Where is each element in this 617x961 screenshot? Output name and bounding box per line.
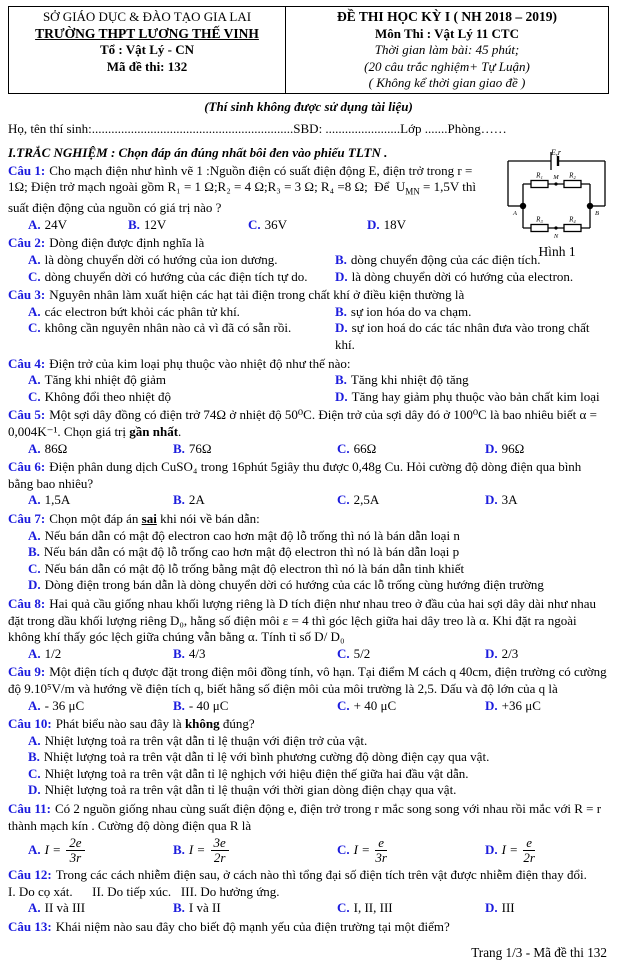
- question-5: [8, 407, 609, 457]
- option-letter: A.: [28, 841, 41, 857]
- option-text: Nếu bán dẫn có mật độ lỗ trống bằng mật độ electron thì nó là bán dẫn tinh khiết: [44, 560, 465, 576]
- option-text: + 40 μC: [353, 697, 397, 713]
- figure-caption: Hình 1: [538, 244, 576, 259]
- question-label: Câu 7:: [8, 510, 46, 526]
- question-9: [8, 664, 609, 714]
- option-a: [28, 252, 335, 269]
- question-text: Điện trở của kim loại phụ thuộc vào nhiệt độ như thế nào:: [49, 355, 351, 371]
- option-c: [28, 389, 335, 406]
- figure-hinh-1: [502, 146, 612, 259]
- question-text: Hai quả cầu giống nhau khối lượng riêng là D tích điện như nhau treo ở đầu của hai sợi dây dài như nhau đặt trong dầu khối lượng riêng D₀, hằng số điện môi ε = 4 thì góc lệch giữa hai dây treo là α. Khi đặt ra ngoài không khí thấy góc lệch giữa chúng vẫn bằng α. Tính tỉ số D/ D₀: [8, 595, 600, 645]
- subscript-mn: MN: [405, 186, 420, 197]
- option-a: [28, 900, 173, 917]
- option-d: [485, 646, 609, 663]
- student-info-line: Họ, tên thí sinh:..............................................................SBD: .......................Lớp .......Phòng……: [8, 121, 507, 136]
- option-letter: B.: [335, 303, 347, 319]
- option-text: 2/3: [501, 645, 519, 661]
- fraction: [375, 836, 387, 865]
- question-label: Câu 2:: [8, 235, 46, 251]
- option-text: Tăng khi nhiệt độ tăng: [350, 372, 469, 388]
- option-text: 66Ω: [353, 440, 377, 456]
- option-text: Tăng hay giảm phụ thuộc vào bản chất kim loại: [351, 388, 600, 404]
- question-bold-text: không: [184, 716, 220, 732]
- option-c: [28, 269, 335, 286]
- question-6: [8, 459, 609, 509]
- options-grid: [8, 372, 609, 405]
- option-d: [335, 389, 609, 406]
- option-letter: D.: [28, 782, 41, 798]
- circuit-diagram: [502, 146, 612, 244]
- option-letter: B.: [28, 544, 40, 560]
- option-letter: C.: [337, 697, 350, 713]
- option-c: [337, 836, 485, 865]
- exam-note: ( Không kể thời gian giao đề ): [368, 75, 526, 90]
- node-b-dot: [587, 203, 593, 209]
- fraction-numerator: e: [375, 836, 387, 851]
- option-a: [28, 492, 173, 509]
- option-letter: B.: [173, 900, 185, 916]
- option-letter: C.: [337, 900, 350, 916]
- school-name: TRƯỜNG THPT LƯƠNG THẾ VINH: [35, 25, 259, 41]
- label-a: A: [513, 210, 517, 217]
- question-text: Dòng điện được định nghĩa là: [49, 235, 205, 251]
- section-heading: I.TRẮC NGHIỆM : Chọn đáp án đúng nhất bôi đen vào phiếu TLTN .: [8, 144, 388, 160]
- option-a: [28, 372, 335, 389]
- option-a: [28, 304, 335, 321]
- option-text: Nhiệt lượng toả ra trên vật dẫn tỉ lệ thuận với thời gian dòng điện chạy qua vật.: [44, 782, 457, 798]
- fraction-denominator: 2r: [213, 850, 226, 866]
- question-text: = 1,5V thì suất điện động của nguồn có giá trị nào ?: [8, 179, 480, 216]
- question-text: Phát biểu nào sau đây là: [55, 716, 185, 732]
- option-letter: C.: [248, 216, 261, 232]
- option-text: 12V: [143, 216, 167, 232]
- node-m-dot: [554, 182, 557, 185]
- option-letter: B.: [173, 440, 185, 456]
- option-letter: C.: [28, 320, 41, 336]
- option-d: [485, 836, 609, 865]
- option-letter: D.: [485, 492, 498, 508]
- option-letter: A.: [28, 645, 41, 661]
- option-text: là dòng chuyển dời có hướng của ion dương.: [44, 252, 278, 268]
- option-text: Nhiệt lượng toả ra trên vật dẫn tỉ lệ nghịch với hiệu điện thế giữa hai đầu vật dẫn.: [44, 765, 469, 781]
- option-text: I và II: [188, 900, 221, 916]
- option-text: Nhiệt lượng toả ra trên vật dẫn tỉ lệ với bình phương cường độ dòng điện cạy qua vật.: [43, 749, 490, 765]
- exam-header: [8, 6, 609, 94]
- option-letter: D.: [485, 645, 498, 661]
- option-a: [28, 646, 173, 663]
- option-text: Nếu bán dẫn có mật độ electron cao hơn mật độ lỗ trống thì nó là bán dẫn loại n: [44, 527, 460, 543]
- option-d: [28, 577, 609, 594]
- option-c: [28, 766, 609, 783]
- resistor-r3: [531, 225, 548, 232]
- question-text: Trong các cách nhiễm điện sau, ở cách nào thì tổng đại số điện tích trên vật được nhiễm điện thay đổi.: [55, 867, 587, 883]
- option-text: Nhiệt lượng toả ra trên vật dẫn tỉ lệ thuận với điện trở của vật.: [44, 732, 368, 748]
- option-text: 96Ω: [501, 440, 525, 456]
- option-text: III: [501, 900, 515, 916]
- option-d: [28, 782, 609, 799]
- option-c: [248, 217, 367, 234]
- option-b: [173, 900, 337, 917]
- fraction-denominator: 2r: [523, 850, 535, 866]
- option-letter: A.: [28, 697, 41, 713]
- label-n: N: [553, 233, 559, 240]
- option-c: [28, 561, 609, 578]
- option-text: - 40 μC: [188, 697, 229, 713]
- option-a: [28, 698, 173, 715]
- question-label: Câu 6:: [8, 459, 46, 475]
- option-letter: C.: [337, 645, 350, 661]
- options-list: [8, 528, 609, 594]
- option-a: [28, 836, 173, 865]
- question-text: Điện phân dung dịch CuSO₄ trong 16phút 5giây thu được 0,48g Cu. Hỏi cường độ dòng điện qua bình bằng bao nhiêu?: [8, 459, 585, 491]
- option-letter: D.: [335, 388, 348, 404]
- option-letter: B.: [173, 697, 185, 713]
- question-8: [8, 596, 609, 662]
- question-label: Câu 5:: [8, 407, 46, 423]
- option-text: 18V: [383, 216, 407, 232]
- exam-format: (20 câu trắc nghiệm+ Tự Luận): [364, 58, 530, 74]
- exam-duration: Thời gian làm bài: 45 phút;: [374, 42, 520, 57]
- fraction: [523, 836, 535, 865]
- option-d: [485, 441, 609, 458]
- option-letter: A.: [28, 303, 41, 319]
- question-label: Câu 3:: [8, 287, 46, 303]
- header-exam-block: [286, 7, 608, 93]
- node-n-dot: [554, 226, 557, 229]
- option-b: [128, 217, 248, 234]
- option-letter: B.: [335, 372, 347, 388]
- question-label: Câu 1:: [8, 162, 46, 178]
- option-text: là dòng chuyển dời có hướng của electron.: [351, 268, 574, 284]
- option-text: 4/3: [188, 645, 206, 661]
- option-letter: C.: [28, 765, 41, 781]
- option-letter: A.: [28, 527, 41, 543]
- option-text: Nếu bán dẫn có mật độ lỗ trống cao hơn mật độ electron thì nó là bán dẫn loại p: [43, 544, 460, 560]
- option-letter: B.: [173, 841, 185, 857]
- option-letter: B.: [335, 252, 347, 268]
- option-letter: D.: [485, 841, 498, 857]
- question-bold-text: gần nhất: [129, 424, 179, 439]
- label-r3: R₃: [536, 215, 543, 224]
- question-text: Có 2 nguồn giống nhau cùng suất điện động e, điện trở trong r mắc song song với nhau rồi mắc với R = r thành mạch kín . Cường độ dòng điện qua R là: [8, 801, 605, 833]
- option-letter: B.: [173, 645, 185, 661]
- option-b: [173, 492, 337, 509]
- header-school-block: [9, 7, 286, 93]
- option-b: [335, 372, 609, 389]
- options-row: [8, 492, 609, 509]
- option-b: [28, 544, 609, 561]
- question-label: Câu 4:: [8, 355, 46, 371]
- question-3: [8, 287, 609, 353]
- option-letter: A.: [28, 732, 41, 748]
- page-footer: Trang 1/3 - Mã đề thi 132: [471, 944, 607, 960]
- label-r1: R₁: [536, 171, 543, 180]
- option-letter: D.: [485, 697, 498, 713]
- option-text: Không đổi theo nhiệt độ: [44, 388, 172, 404]
- label-r2: R₂: [569, 171, 576, 180]
- question-12: [8, 867, 609, 917]
- option-text: sự ion hoá do các tác nhân đưa vào trong chất khí.: [335, 320, 593, 353]
- question-text: Khái niệm nào sau đây cho biết độ mạnh yếu của điện trường tại một điểm?: [55, 919, 450, 935]
- option-d: [335, 320, 609, 353]
- option-b: [173, 441, 337, 458]
- exam-title: ĐỀ THI HỌC KỲ I ( NH 2018 – 2019): [337, 9, 557, 24]
- option-text: dòng chuyển dời có hướng của các điện tích tự do.: [44, 268, 308, 284]
- option-d: [335, 269, 609, 286]
- question-text: đúng?: [219, 716, 255, 732]
- option-letter: C.: [337, 492, 350, 508]
- option-c: [337, 441, 485, 458]
- question-text: Chọn một đáp án: [49, 510, 142, 526]
- option-d: [485, 698, 609, 715]
- option-letter: D.: [335, 320, 348, 336]
- option-c: [337, 900, 485, 917]
- option-text: 36V: [264, 216, 288, 232]
- label-m: M: [553, 174, 559, 181]
- option-text: không cần nguyên nhân nào cả vì đã có sẵn rồi.: [44, 320, 292, 336]
- option-text: II và III: [44, 900, 86, 916]
- option-letter: C.: [28, 268, 41, 284]
- question-label: Câu 13:: [8, 919, 52, 935]
- formula-lhs: I =: [353, 841, 374, 857]
- option-letter: D.: [485, 440, 498, 456]
- options-row: [8, 646, 609, 663]
- fraction-denominator: 3r: [375, 850, 387, 866]
- option-text: +36 μC: [501, 697, 541, 713]
- options-row: [8, 900, 609, 917]
- question-label: Câu 12:: [8, 867, 52, 883]
- option-text: 1,5A: [44, 492, 71, 508]
- question-11: [8, 801, 609, 865]
- option-letter: B.: [28, 749, 40, 765]
- option-text: 24V: [44, 216, 68, 232]
- option-letter: C.: [28, 388, 41, 404]
- option-b: [173, 836, 337, 865]
- option-b: [173, 698, 337, 715]
- option-text: 86Ω: [44, 440, 68, 456]
- question-7: [8, 511, 609, 594]
- exam-code: Mã đề thi: 132: [106, 58, 188, 74]
- question-4: [8, 356, 609, 406]
- question-text: Một điện tích q được đặt trong điện môi đồng tính, vô hạn. Tại điểm M cách q 40cm, điện trường có cường độ 9.10⁵V/m và hướng về điện tích q, biết hằng số điện môi của môi trường là 2,5. Dấu và độ lớn của q là: [8, 664, 610, 696]
- formula-lhs: I =: [188, 841, 209, 857]
- options-row: [8, 836, 609, 865]
- option-letter: D.: [485, 900, 498, 916]
- department-name: SỞ GIÁO DỤC & ĐÀO TẠO GIA LAI: [42, 9, 252, 24]
- option-text: I, II, III: [353, 900, 393, 916]
- option-letter: B.: [128, 216, 140, 232]
- question-10: [8, 716, 609, 799]
- option-letter: A.: [28, 440, 41, 456]
- fraction-denominator: 3r: [69, 850, 82, 866]
- option-letter: A.: [28, 372, 41, 388]
- question-text: Nguyên nhân làm xuất hiện các hạt tải điện trong chất khí ở điều kiện thường là: [49, 287, 465, 303]
- resistor-r2: [564, 181, 581, 188]
- options-row: [8, 698, 609, 715]
- question-label: Câu 8:: [8, 595, 46, 611]
- option-text: 3A: [501, 492, 518, 508]
- question-label: Câu 11:: [8, 801, 51, 817]
- option-d: [485, 492, 609, 509]
- option-text: 2,5A: [353, 492, 380, 508]
- option-b: [335, 304, 609, 321]
- option-letter: A.: [28, 252, 41, 268]
- fraction: [66, 836, 84, 865]
- question-text: Một sợi dây đồng có điện trở 74Ω ở nhiệt độ 50⁰C. Điện trở của sợi dây đó ở 100⁰C là bao nhiêu biết α = 0,004K⁻¹. Chọn giá trị: [8, 407, 601, 439]
- option-letter: C.: [337, 841, 350, 857]
- subject-group: Tổ : Vật Lý - CN: [99, 42, 194, 57]
- option-text: Tăng khi nhiệt độ giảm: [44, 372, 166, 388]
- option-c: [337, 492, 485, 509]
- node-a-dot: [520, 203, 526, 209]
- option-text: - 36 μC: [44, 697, 85, 713]
- option-text: 5/2: [353, 645, 371, 661]
- option-text: 2A: [188, 492, 205, 508]
- option-a: [28, 217, 128, 234]
- option-text: dòng chuyển động của các điện tích.: [350, 252, 541, 268]
- option-b: [173, 646, 337, 663]
- fraction: [211, 836, 229, 865]
- options-grid: [8, 304, 609, 354]
- battery-label: E,r: [551, 148, 561, 157]
- option-a: [28, 733, 609, 750]
- option-letter: A.: [28, 216, 41, 232]
- option-letter: A.: [28, 900, 41, 916]
- exam-subject: Môn Thi : Vật Lý 11 CTC: [375, 25, 519, 41]
- option-d: [485, 900, 609, 917]
- option-text: 1/2: [44, 645, 62, 661]
- options-row: [8, 441, 609, 458]
- option-text: các electron bứt khỏi các phân tử khí.: [44, 303, 240, 319]
- option-letter: C.: [28, 560, 41, 576]
- label-b: B: [595, 210, 599, 217]
- fraction-numerator: 3e: [211, 836, 229, 851]
- resistor-r4: [564, 225, 581, 232]
- question-text: .: [178, 424, 182, 439]
- option-c: [28, 320, 335, 353]
- question-13: [8, 919, 609, 936]
- formula-lhs: I =: [44, 841, 65, 857]
- option-b: [28, 749, 609, 766]
- option-letter: D.: [28, 577, 41, 593]
- no-materials-notice: (Thí sinh không được sử dụng tài liệu): [204, 99, 413, 114]
- question-text: Cho mạch điện như hình vẽ 1 :Nguồn điện có suất điện động E, điện trở trong r = 1Ω; Điện trở mạch ngoài gồm R₁ = 1 Ω;R₂ = 4 Ω;R₃ = 3 Ω; R₄ =8 Ω; Để U: [8, 162, 476, 195]
- question-label: Câu 10:: [8, 716, 52, 732]
- question-bold-text: sai: [141, 510, 157, 526]
- question-items: I. Do cọ xát. II. Do tiếp xúc. III. Do hưởng ứng.: [8, 883, 280, 899]
- fraction-numerator: 2e: [66, 836, 84, 851]
- formula: [353, 835, 387, 866]
- question-text: khi nói về bán dẫn:: [156, 510, 260, 526]
- formula-lhs: I =: [501, 841, 522, 857]
- option-letter: A.: [28, 492, 41, 508]
- question-label: Câu 9:: [8, 664, 46, 680]
- option-a: [28, 528, 609, 545]
- option-a: [28, 441, 173, 458]
- option-letter: B.: [173, 492, 185, 508]
- option-c: [337, 646, 485, 663]
- option-letter: D.: [367, 216, 380, 232]
- formula: [44, 835, 85, 866]
- option-letter: D.: [335, 268, 348, 284]
- fraction-numerator: e: [523, 836, 535, 851]
- options-list: [8, 733, 609, 799]
- formula: [501, 835, 535, 866]
- option-text: Dòng điện trong bán dẫn là dòng chuyển dời có hướng của các lỗ trống cùng hướng điện trường: [44, 577, 544, 593]
- label-r4: R₄: [569, 215, 576, 224]
- option-text: sự ion hóa do va chạm.: [350, 303, 472, 319]
- formula: [188, 835, 229, 866]
- option-text: 76Ω: [188, 440, 212, 456]
- option-letter: C.: [337, 440, 350, 456]
- resistor-r1: [531, 181, 548, 188]
- option-c: [337, 698, 485, 715]
